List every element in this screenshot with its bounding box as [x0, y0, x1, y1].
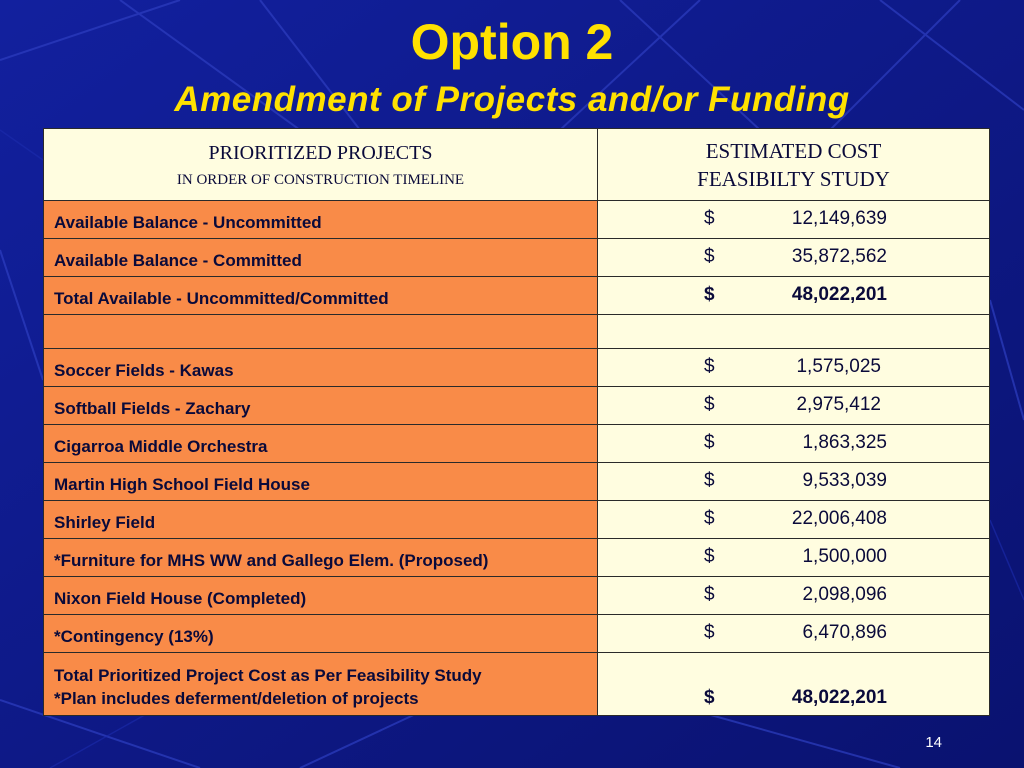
row-amount: 22,006,408	[791, 507, 887, 529]
row-label-cell	[44, 349, 598, 387]
row-amount: 2,975,412	[796, 393, 881, 415]
total-label: Total Prioritized Project Cost as Per Feasibility Study	[54, 666, 482, 685]
table-row	[44, 387, 990, 425]
row-value-cell	[598, 577, 990, 615]
header-cost	[598, 129, 990, 201]
dollar-sign: $	[704, 245, 715, 267]
row-value-cell	[598, 539, 990, 577]
row-value-cell	[598, 349, 990, 387]
row-label: Soccer Fields - Kawas	[54, 361, 234, 380]
dollar-sign: $	[704, 283, 715, 305]
row-value-cell	[598, 239, 990, 277]
row-label: Martin High School Field House	[54, 475, 310, 494]
row-value-cell	[598, 387, 990, 425]
table-row	[44, 277, 990, 315]
dollar-sign: $	[704, 207, 715, 229]
row-amount: 2,098,096	[802, 583, 887, 605]
dollar-sign: $	[704, 621, 715, 643]
row-amount: 6,470,896	[802, 621, 887, 643]
row-amount: 1,863,325	[802, 431, 887, 453]
row-value-cell	[598, 201, 990, 239]
row-label: Total Available - Uncommitted/Committed	[54, 289, 389, 308]
table-row	[44, 577, 990, 615]
total-value-cell	[598, 653, 990, 716]
row-label-cell	[44, 387, 598, 425]
row-label-cell	[44, 501, 598, 539]
table-header-row	[44, 129, 990, 201]
row-label: Available Balance - Committed	[54, 251, 302, 270]
table-row	[44, 239, 990, 277]
dollar-sign: $	[704, 583, 715, 605]
row-amount: 35,872,562	[791, 245, 887, 267]
row-label: *Contingency (13%)	[54, 627, 214, 646]
dollar-sign: $	[704, 687, 715, 708]
slide-subtitle: Amendment of Projects and/or Funding	[174, 80, 850, 119]
row-value-cell	[598, 463, 990, 501]
page-number: 14	[925, 734, 942, 751]
total-row	[44, 653, 990, 716]
row-label: *Furniture for MHS WW and Gallego Elem. (Proposed)	[54, 551, 489, 570]
cost-table	[43, 128, 990, 716]
table-row	[44, 501, 990, 539]
row-label: Nixon Field House (Completed)	[54, 589, 307, 608]
total-label-cell	[44, 653, 598, 716]
table-row	[44, 425, 990, 463]
dollar-sign: $	[704, 393, 715, 415]
table-row	[44, 315, 990, 349]
row-value-cell	[598, 501, 990, 539]
table-row	[44, 349, 990, 387]
dollar-sign: $	[704, 469, 715, 491]
row-label-cell	[44, 425, 598, 463]
row-label-cell	[44, 539, 598, 577]
table-row	[44, 539, 990, 577]
row-amount: 9,533,039	[802, 469, 887, 491]
dollar-sign: $	[704, 545, 715, 567]
row-label-cell	[44, 615, 598, 653]
row-label-cell	[44, 239, 598, 277]
row-label-cell	[44, 577, 598, 615]
row-amount: 1,575,025	[796, 355, 881, 377]
total-amount: 48,022,201	[791, 687, 887, 708]
header-projects-title: PRIORITIZED PROJECTS	[208, 141, 433, 164]
row-label: Available Balance - Uncommitted	[54, 213, 322, 232]
row-amount: 12,149,639	[791, 207, 887, 229]
row-label-cell	[44, 277, 598, 315]
header-cost-subtitle: FEASIBILTY STUDY	[697, 166, 890, 191]
dollar-sign: $	[704, 507, 715, 529]
row-amount: 48,022,201	[791, 283, 887, 305]
header-projects	[44, 129, 598, 201]
row-amount: 1,500,000	[802, 545, 887, 567]
header-projects-subtitle: IN ORDER OF CONSTRUCTION TIMELINE	[176, 171, 465, 188]
dollar-sign: $	[704, 431, 715, 453]
header-cost-title: ESTIMATED COST	[705, 138, 882, 163]
row-label: Cigarroa Middle Orchestra	[54, 437, 268, 456]
row-label: Softball Fields - Zachary	[54, 399, 251, 418]
row-label-cell	[44, 315, 598, 349]
table-row	[44, 615, 990, 653]
row-value-cell	[598, 425, 990, 463]
slide-title: Option 2	[410, 14, 614, 70]
total-note: *Plan includes deferment/deletion of projects	[54, 689, 419, 708]
table-row	[44, 463, 990, 501]
row-value-cell	[598, 615, 990, 653]
row-value-cell	[598, 315, 990, 349]
row-label-cell	[44, 201, 598, 239]
row-value-cell	[598, 277, 990, 315]
row-label-cell	[44, 463, 598, 501]
dollar-sign: $	[704, 355, 715, 377]
table-row	[44, 201, 990, 239]
row-label: Shirley Field	[54, 513, 156, 532]
